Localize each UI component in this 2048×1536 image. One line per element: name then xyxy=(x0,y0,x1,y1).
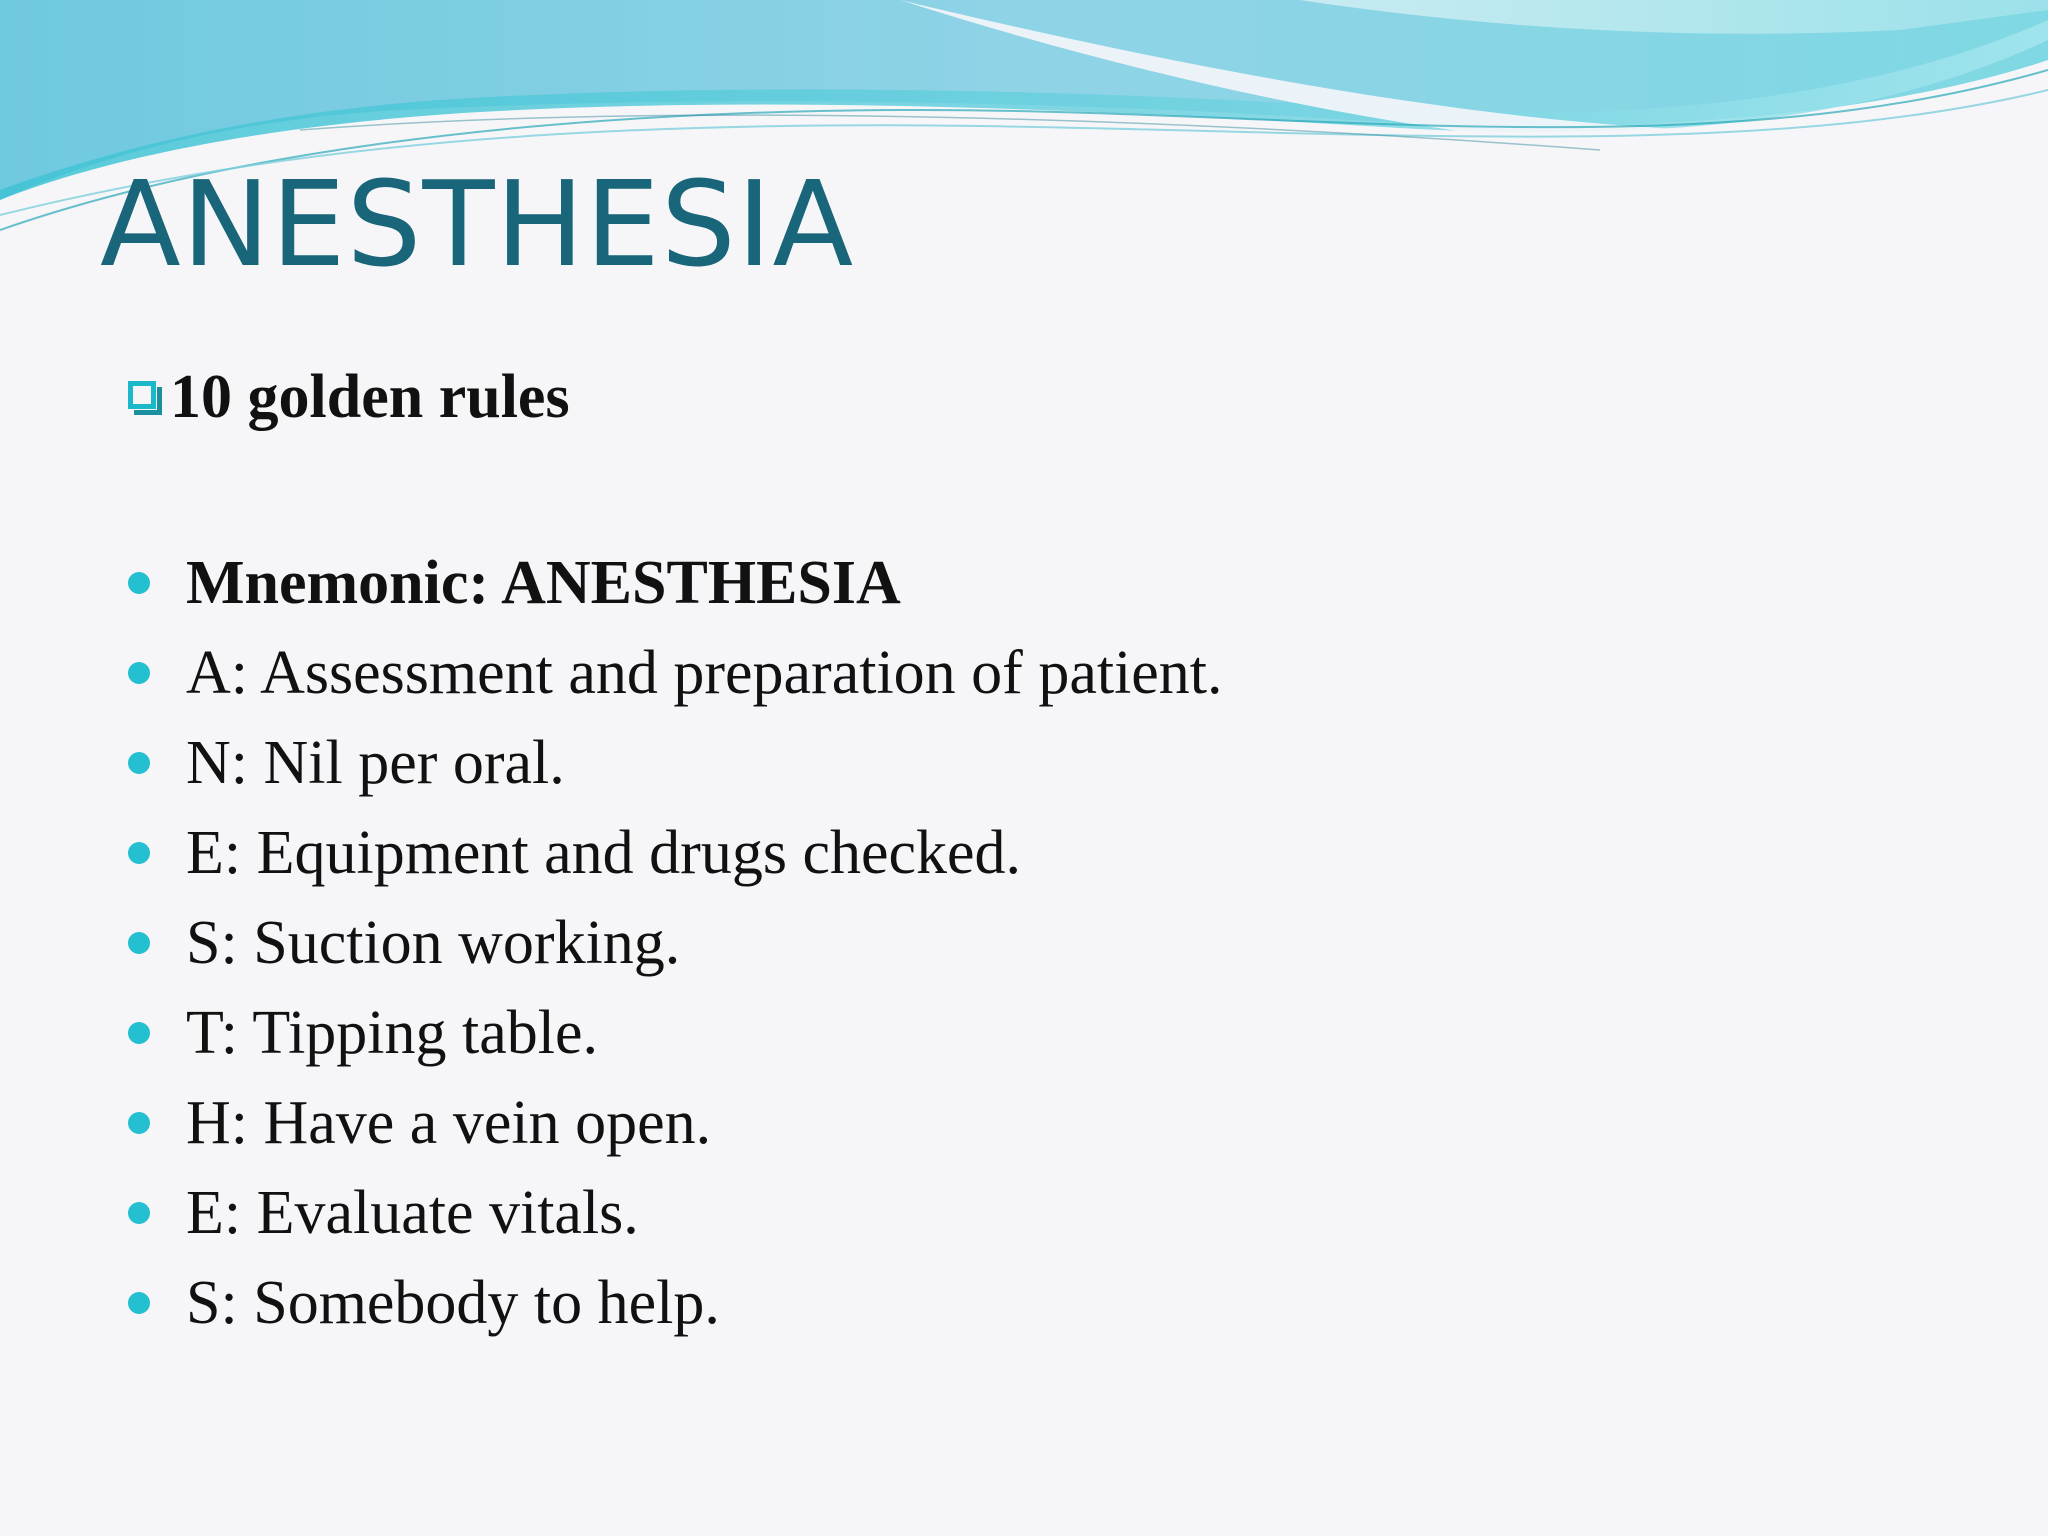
list-item-text: S: Suction working. xyxy=(186,908,681,977)
list-item xyxy=(128,718,1223,808)
list-item-text: E: Equipment and drugs checked. xyxy=(186,818,1022,887)
bullet-dot-icon xyxy=(128,1112,150,1134)
bullet-dot-icon xyxy=(128,662,150,684)
list-item xyxy=(128,1078,1223,1168)
list-item xyxy=(128,628,1223,718)
subheading xyxy=(128,362,570,433)
list-item-text: Mnemonic: ANESTHESIA xyxy=(186,548,901,617)
list-item xyxy=(128,538,1223,628)
bullet-dot-icon xyxy=(128,1292,150,1314)
list-item xyxy=(128,1168,1223,1258)
slide-title: ANESTHESIA xyxy=(100,155,855,293)
bullet-dot-icon xyxy=(128,842,150,864)
bullet-dot-icon xyxy=(128,752,150,774)
list-item-text: S: Somebody to help. xyxy=(186,1268,720,1337)
bullet-dot-icon xyxy=(128,1202,150,1224)
bullet-list xyxy=(128,538,1223,1348)
checkbox-icon xyxy=(128,381,162,415)
list-item xyxy=(128,1258,1223,1348)
subheading-text: 10 golden rules xyxy=(170,363,570,431)
list-item-text: A: Assessment and preparation of patient. xyxy=(186,638,1223,707)
bullet-dot-icon xyxy=(128,1022,150,1044)
bullet-dot-icon xyxy=(128,932,150,954)
bullet-dot-icon xyxy=(128,572,150,594)
list-item xyxy=(128,988,1223,1078)
list-item xyxy=(128,808,1223,898)
list-item-text: N: Nil per oral. xyxy=(186,728,565,797)
list-item-text: H: Have a vein open. xyxy=(186,1088,712,1157)
list-item-text: T: Tipping table. xyxy=(186,998,599,1067)
list-item-text: E: Evaluate vitals. xyxy=(186,1178,639,1247)
list-item xyxy=(128,898,1223,988)
